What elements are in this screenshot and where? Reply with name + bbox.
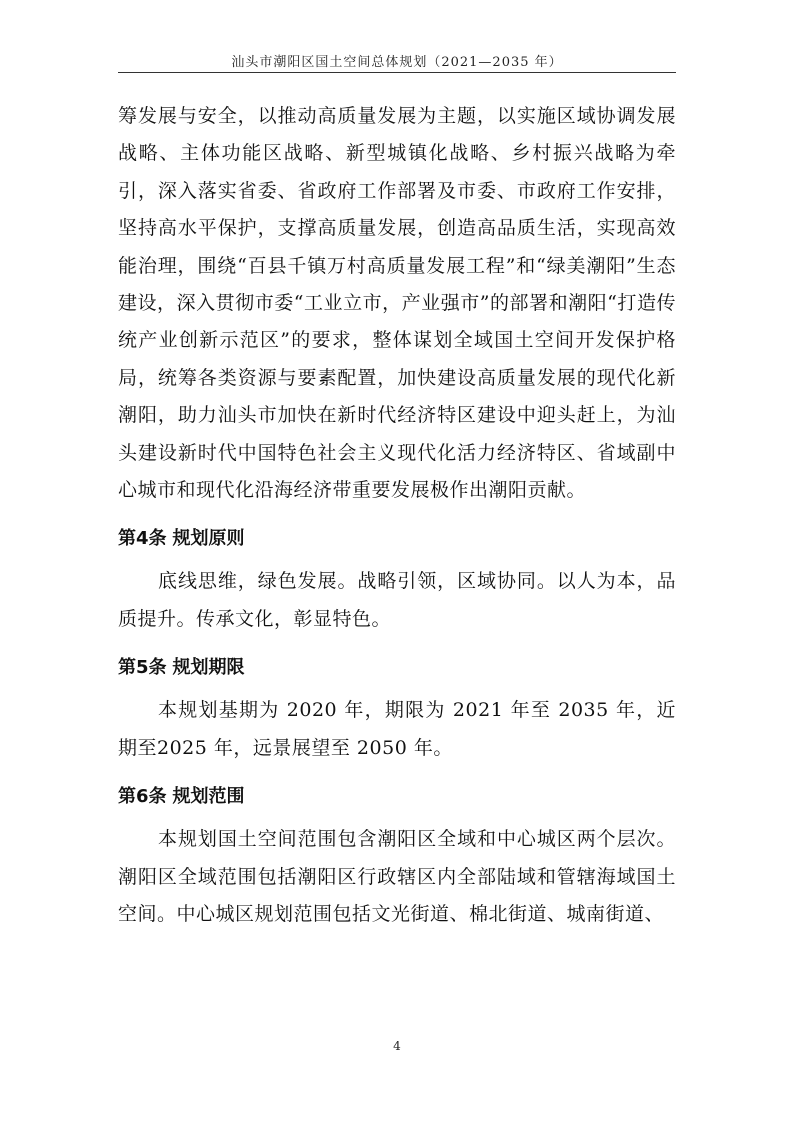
section-paragraph: 本规划国土空间范围包含潮阳区全域和中心城区两个层次。潮阳区全域范围包括潮阳区行政辖区内全部陆域和管辖海域国土空间。中心城区规划范围包括文光街道、棉北街道、城南街道、 [118, 828, 676, 925]
article-title: 规划范围 [172, 786, 245, 808]
section-paragraph: 本规划基期为 2020 年，期限为 2021 年至 2035 年，近期至2025 年，远景展望至 2050 年。 [118, 699, 676, 759]
header-rule [118, 72, 676, 73]
section-heading [118, 773, 676, 821]
article-title: 规划期限 [172, 657, 245, 679]
article-number: 第4条 [118, 528, 167, 550]
page-number: 4 [393, 1039, 401, 1053]
page-body [118, 98, 676, 933]
section-heading [118, 644, 676, 692]
section-paragraph: 底线思维，绿色发展。战略引领，区域协同。以人为本，品质提升。传承文化，彰显特色。 [118, 570, 676, 630]
intro-paragraph: 筹发展与安全，以推动高质量发展为主题，以实施区域协调发展战略、主体功能区战略、新型城镇化战略、乡村振兴战略为牵引，深入落实省委、省政府工作部署及市委、市政府工作安排，坚持高水平保护，支撑高质量发展，创造高品质生活，实现高效能治理，围绕“百县千镇万村高质量发展工程”和“绿美潮阳”生态建设，深入贯彻市委“工业立市，产业强市”的部署和潮阳“打造传统产业创新示范区”的要求，整体谋划全域国土空间开发保护格局，统筹各类资源与要素配置，加快建设高质量发展的现代化新潮阳，助力汕头市加快在新时代经济特区建设中迎头赶上，为汕头建设新时代中国特色社会主义现代化活力经济特区、省域副中心城市和现代化沿海经济带重要发展极作出潮阳贡献。 [118, 105, 676, 502]
article-number: 第6条 [118, 786, 167, 808]
section-heading [118, 515, 676, 563]
section-article-4 [118, 515, 676, 638]
running-header: 汕头市潮阳区国土空间总体规划（2021—2035 年） [231, 55, 563, 70]
section-article-6 [118, 773, 676, 933]
article-title: 规划原则 [172, 528, 245, 550]
article-number: 第5条 [118, 657, 167, 679]
section-article-5 [118, 644, 676, 767]
